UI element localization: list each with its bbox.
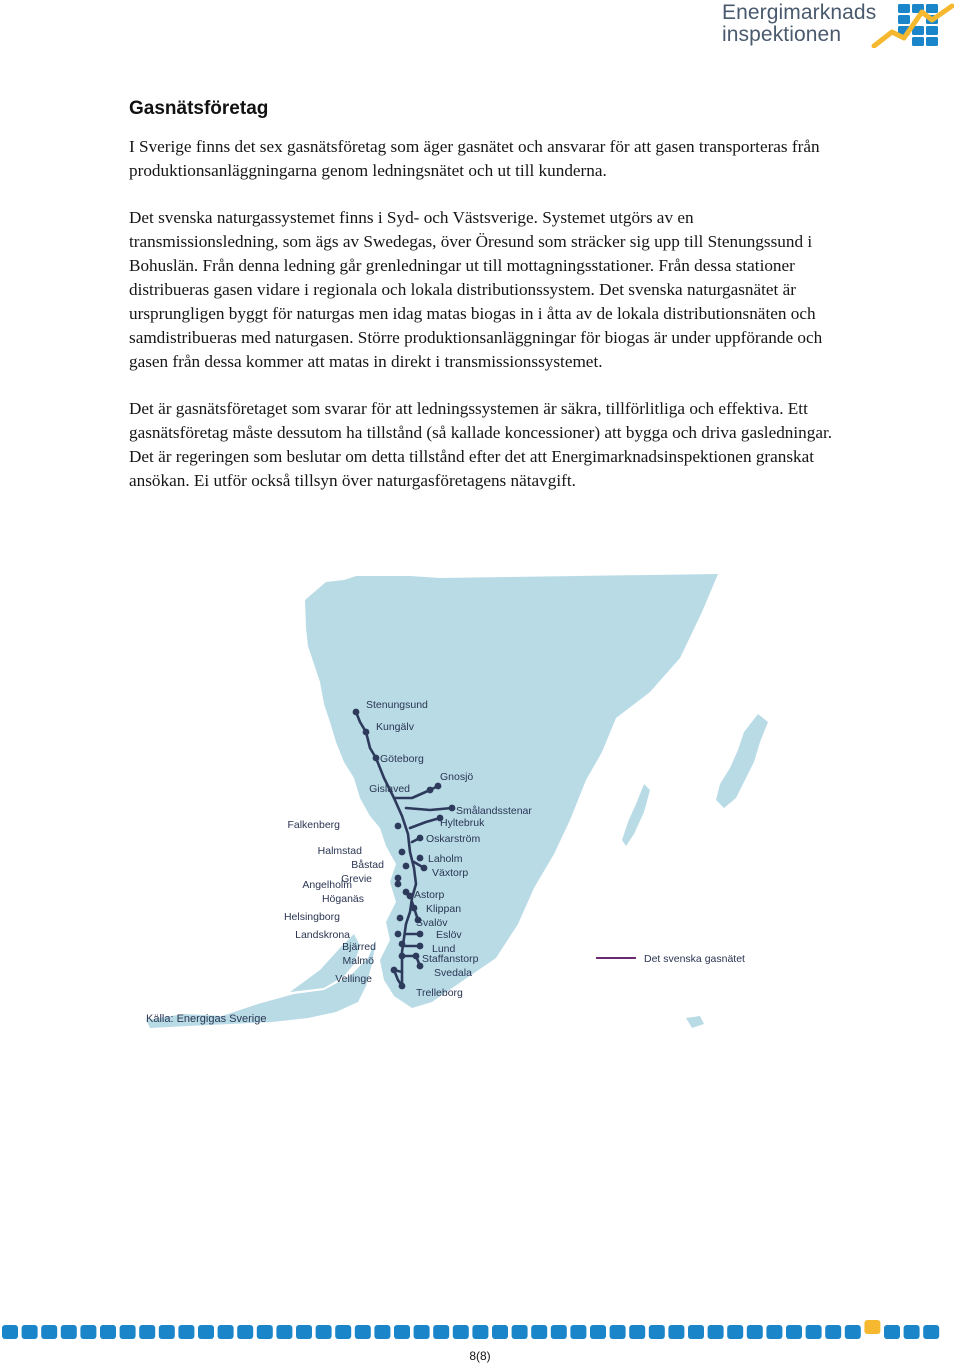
legend-label: Det svenska gasnätet [644,953,745,965]
footer-square [178,1325,194,1339]
town-label-malmo: Malmö [342,955,374,967]
town-label-goteborg: Göteborg [380,753,424,765]
footer-square [845,1325,861,1339]
footer-square [316,1325,332,1339]
footer-square [394,1325,410,1339]
footer-square [570,1325,586,1339]
footer-square [355,1325,371,1339]
page-number: 8(8) [469,1349,491,1363]
map-source-label: Källa: Energigas Sverige [146,1013,267,1025]
town-label-klippan: Klippan [426,903,462,915]
footer-square [590,1325,606,1339]
town-dot-gislaved [427,787,434,794]
town-label-oskarstrom: Oskarström [426,833,481,845]
town-dot-landskrona [395,931,402,938]
town-dot-falkenberg [395,823,402,830]
footer-square [335,1325,351,1339]
footer-square [237,1325,253,1339]
paragraph-3: Det är gasnätsföretaget som svarar för att ledningssystemen är säkra, tillförlitliga och effektiva. Ett gasnätsföretag måste dessutom ha tillstånd (så kallade koncessioner) att bygga och driva gasledningar. Det är regeringen som beslutar om detta tillstånd efter det att Energimarknadsinspektionen granskat ansökan. Ei utför också tillsyn över naturgasföretagens nätavgift. [129,399,833,490]
footer-square [786,1325,802,1339]
town-dot-goteborg [373,755,380,762]
oland-island [622,784,650,846]
town-label-staffanstorp: Staffanstorp [422,953,479,965]
town-label-lund: Lund [432,943,456,955]
bornholm-island [686,1016,704,1028]
footer-square [159,1325,175,1339]
town-dot-smalandsstenar [449,805,456,812]
main-content [129,96,839,516]
town-label-svedala: Svedala [434,967,472,979]
town-label-bastad: Båstad [351,859,384,871]
town-label-hyltebruk: Hyltebruk [440,817,485,829]
town-label-svalov: Svalöv [416,917,448,929]
map-figure [140,572,780,1032]
footer-square [41,1325,57,1339]
town-dot-malmo [399,953,406,960]
logo-line-2: inspektionen [722,23,842,46]
footer-square [512,1325,528,1339]
town-dot-stenungsund [353,709,360,716]
town-dot-astorp [407,893,414,900]
town-dot-staffanstorp [413,953,420,960]
footer-square [257,1325,273,1339]
town-dot-grevie [395,875,402,882]
town-label-hoganas: Höganäs [321,893,364,905]
footer-square [649,1325,665,1339]
town-dot-bastad [403,863,410,870]
footer-accent-square [864,1320,880,1334]
town-dot-laholm [417,855,424,862]
town-dot-bjarred [399,941,406,948]
footer-square [708,1325,724,1339]
footer-square [218,1325,234,1339]
footer-square [884,1325,900,1339]
town-label-gnosjo: Gnosjö [440,771,474,783]
town-dot-klippan [411,905,418,912]
footer-square [923,1325,939,1339]
footer-square [610,1325,626,1339]
footer-square [453,1325,469,1339]
footer-square [904,1325,920,1339]
town-label-smalandsstenar: Smålandsstenar [456,805,532,817]
town-dot-halmstad [399,849,406,856]
paragraph-1: I Sverige finns det sex gasnätsföretag som äger gasnätet och ansvarar för att gasen transporteras från produktionsanläggningarna genom ledningsnätet och ut till kunderna. [129,137,820,180]
footer-square [766,1325,782,1339]
town-label-astorp: Astorp [414,889,445,901]
town-dot-lund [417,943,424,950]
footer-square [414,1325,430,1339]
footer-square [296,1325,312,1339]
footer-square [374,1325,390,1339]
energy-grid-logo-icon [870,2,954,48]
town-label-stenungsund: Stenungsund [366,699,428,711]
footer-square [472,1325,488,1339]
town-dot-trelleborg [399,983,406,990]
footer-square [825,1325,841,1339]
footer-square [806,1325,822,1339]
footer-dot-strip [0,1320,960,1344]
footer-square [668,1325,684,1339]
logo-line-1: Energimarknads [722,1,877,24]
town-label-laholm: Laholm [428,853,463,865]
footer-square [61,1325,77,1339]
town-label-trelleborg: Trelleborg [416,987,463,999]
town-label-angelholm: Angelholm [302,879,352,891]
town-label-falkenberg: Falkenberg [287,819,340,831]
town-label-helsingborg: Helsingborg [283,911,340,923]
footer-square [198,1325,214,1339]
gotland-island [716,714,768,808]
town-label-gislaved: Gislaved [369,783,410,795]
gas-network-map [140,572,780,1032]
town-dot-oskarstrom [417,835,424,842]
footer-square [139,1325,155,1339]
town-dot-gnosjo [435,783,442,790]
town-dot-angelholm [395,881,402,888]
town-label-grevie: Grevie [341,873,372,885]
footer-square [120,1325,136,1339]
town-label-bjarred: Bjärred [342,941,376,953]
town-dot-kungalv [363,729,370,736]
town-label-vellinge: Vellinge [335,973,372,985]
footer-square [22,1325,38,1339]
footer-square [276,1325,292,1339]
town-label-landskrona: Landskrona [295,929,350,941]
footer-square [2,1325,18,1339]
footer-square [433,1325,449,1339]
logo-wordmark [722,2,876,46]
town-label-eslov: Eslöv [436,929,462,941]
town-dot-vaxtorp [421,865,428,872]
town-label-kungalv: Kungälv [376,721,414,733]
section-title: Gasnätsföretag [129,98,269,119]
footer-square [80,1325,96,1339]
footer-square [492,1325,508,1339]
town-label-halmstad: Halmstad [317,845,362,857]
footer-square [531,1325,547,1339]
town-dot-eslov [417,931,424,938]
footer-square [100,1325,116,1339]
footer-square [629,1325,645,1339]
town-dot-helsingborg [397,915,404,922]
footer-square [747,1325,763,1339]
footer-square [551,1325,567,1339]
paragraph-2: Det svenska naturgassystemet finns i Syd- och Västsverige. Systemet utgörs av en transmissionsledning, som ägs av Swedegas, över Öresund som sträcker sig upp till Stenungssund i Bohuslän. Från denna ledning går grenledningar ut till mottagningsstationer. Från dessa stationer distribueras gasen vidare i regionala och lokala distributionssystem. Det svenska naturgasnätet är ursprungligen byggt för naturgas men idag matas biogas in i åtta av de lokala distributionsnäten och samdistribueras med naturgasen. Större produktionsanläggningar för biogas är under uppförande och gasen från dessa kommer att matas in direkt i transmissionssystemet. [129,208,823,371]
town-label-vaxtorp: Växtorp [432,867,469,879]
footer-square [688,1325,704,1339]
town-dot-vellinge [391,967,398,974]
agency-logo [722,2,954,52]
footer-square [727,1325,743,1339]
